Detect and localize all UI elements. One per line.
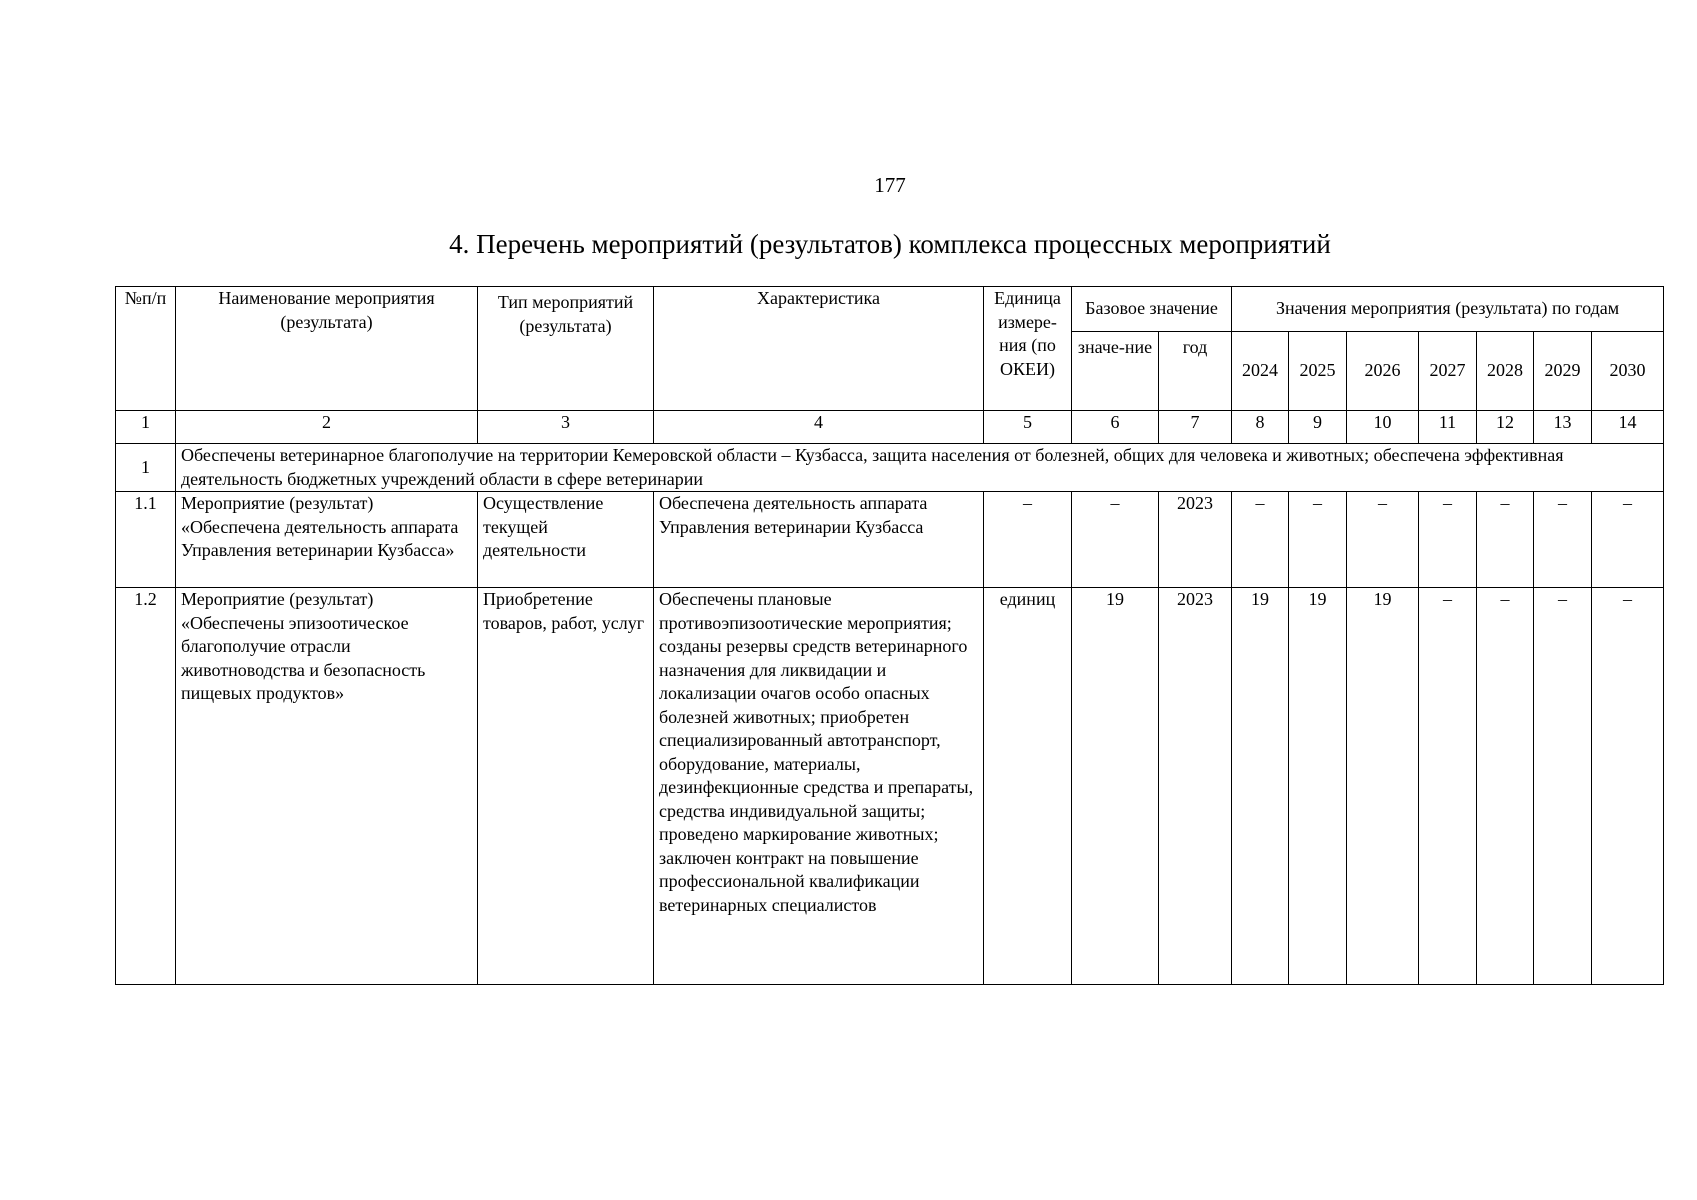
header-type: Тип мероприятий (результата) <box>478 287 654 411</box>
row-year-value: 19 <box>1347 588 1419 985</box>
row-unit: единиц <box>984 588 1072 985</box>
header-year-2024: 2024 <box>1232 332 1289 411</box>
header-num: №п/п <box>116 287 176 411</box>
row-characteristic-text: Обеспечены плановые противоэпизоотические мероприятия; созданы резервы средств ветеринарного назначения для ликвидации и локализации очагов особо опасных болезней животных; приобретен специализированный автотранспорт, оборудование, материалы, дезинфекционные средства и препараты, средства индивидуальной защиты; проведено маркирование животных; <box>659 589 974 844</box>
row-characteristic: Обеспечена деятельность аппарата Управления ветеринарии Кузбасса <box>654 492 984 588</box>
header-year-2028: 2028 <box>1477 332 1534 411</box>
row-base-year: 2023 <box>1159 588 1232 985</box>
row-year-value: – <box>1289 492 1347 588</box>
column-number: 7 <box>1159 411 1232 444</box>
section-row <box>116 444 1664 492</box>
section-num: 1 <box>116 444 176 492</box>
row-year-value: – <box>1419 492 1477 588</box>
column-number: 13 <box>1534 411 1592 444</box>
row-base-year: 2023 <box>1159 492 1232 588</box>
row-year-value: – <box>1419 588 1477 985</box>
row-year-value: – <box>1477 588 1534 985</box>
row-year-value: – <box>1592 588 1664 985</box>
column-number: 11 <box>1419 411 1477 444</box>
header-year-2027: 2027 <box>1419 332 1477 411</box>
header-year-2029: 2029 <box>1534 332 1592 411</box>
header-base-year: год <box>1159 332 1232 411</box>
header-characteristic: Характеристика <box>654 287 984 411</box>
row-year-value: – <box>1347 492 1419 588</box>
column-number: 1 <box>116 411 176 444</box>
header-row <box>116 287 1664 332</box>
row-year-value: – <box>1232 492 1289 588</box>
row-year-value: 19 <box>1232 588 1289 985</box>
column-number: 4 <box>654 411 984 444</box>
column-number: 2 <box>176 411 478 444</box>
row-type: Приобретение товаров, работ, услуг <box>478 588 654 985</box>
row-characteristic-continued: заключен контракт на повышение профессиональной квалификации ветеринарных специалистов <box>659 847 920 915</box>
column-number: 12 <box>1477 411 1534 444</box>
row-num: 1.2 <box>116 588 176 985</box>
row-year-value: – <box>1534 588 1592 985</box>
column-numbers-row <box>116 411 1664 444</box>
header-year-2026: 2026 <box>1347 332 1419 411</box>
header-years-group: Значения мероприятия (результата) по годам <box>1232 287 1664 332</box>
header-year-2025: 2025 <box>1289 332 1347 411</box>
column-number: 10 <box>1347 411 1419 444</box>
row-characteristic <box>654 588 984 985</box>
row-num: 1.1 <box>116 492 176 588</box>
row-year-value: 19 <box>1289 588 1347 985</box>
section-text: Обеспечены ветеринарное благополучие на территории Кемеровской области – Кузбасса, защита населения от болезней, общих для человека и животных; обеспечена эффективная деятельность бюджетных учреждений области в сфере ветеринарии <box>176 444 1664 492</box>
row-name: Мероприятие (результат) «Обеспечена деятельность аппарата Управления ветеринарии Кузбасса» <box>176 492 478 588</box>
column-number: 8 <box>1232 411 1289 444</box>
column-number: 3 <box>478 411 654 444</box>
header-base: Базовое значение <box>1072 287 1232 332</box>
row-year-value: – <box>1534 492 1592 588</box>
header-name: Наименование мероприятия (результата) <box>176 287 478 411</box>
column-number: 5 <box>984 411 1072 444</box>
column-number: 6 <box>1072 411 1159 444</box>
row-year-value: – <box>1592 492 1664 588</box>
column-number: 9 <box>1289 411 1347 444</box>
page-number: 177 <box>874 173 906 197</box>
events-table <box>115 286 1664 985</box>
header-year-2030: 2030 <box>1592 332 1664 411</box>
row-name: Мероприятие (результат) «Обеспечены эпизоотическое благополучие отрасли животноводства и безопасность пищевых продуктов» <box>176 588 478 985</box>
row-base-value: – <box>1072 492 1159 588</box>
row-year-value: – <box>1477 492 1534 588</box>
row-base-value: 19 <box>1072 588 1159 985</box>
header-unit: Единица измере-ния (по ОКЕИ) <box>984 287 1072 411</box>
row-type: Осуществление текущей деятельности <box>478 492 654 588</box>
table-row <box>116 492 1664 588</box>
header-base-value: значе-ние <box>1072 332 1159 411</box>
document-title: 4. Перечень мероприятий (результатов) комплекса процессных мероприятий <box>449 229 1331 259</box>
row-unit: – <box>984 492 1072 588</box>
table-row <box>116 588 1664 985</box>
column-number: 14 <box>1592 411 1664 444</box>
